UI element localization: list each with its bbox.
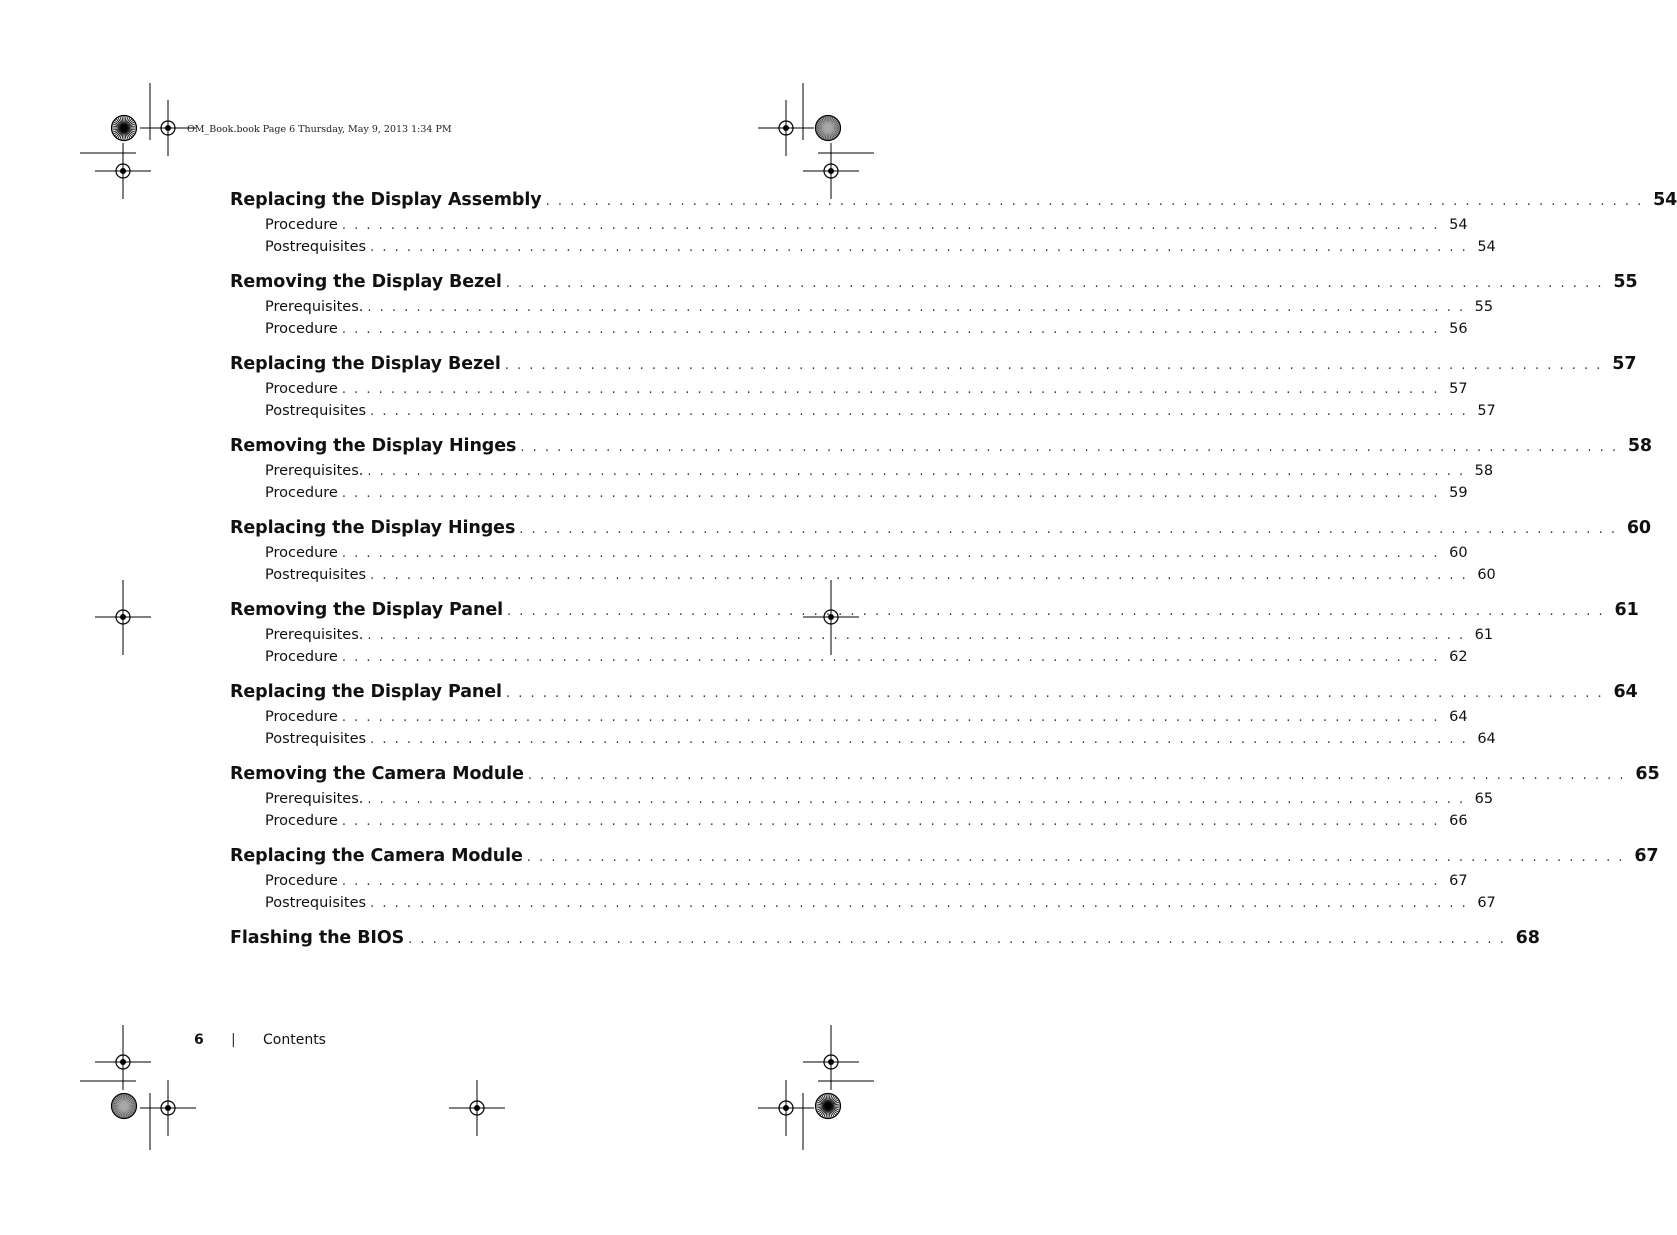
toc-subsection-title: Postrequisites xyxy=(265,239,370,255)
toc-subsection-page-number: 67 xyxy=(1468,895,1496,911)
toc-chapter[interactable] xyxy=(230,190,1677,215)
toc-subsections xyxy=(230,381,1496,425)
dot-leader: . . . . . . . . . . . . . . . . . . . . . . . . . . . . . . . . . . . . . . . . . . . . . . . . . . . . . . . . . . . . . . . . . . . . . . . . . . . . . . . . . . . . . . . . . . xyxy=(367,628,1466,643)
toc-subsection[interactable] xyxy=(265,217,1468,239)
toc-entry xyxy=(230,928,1540,953)
toc-subsections xyxy=(230,709,1496,753)
toc-subsection[interactable] xyxy=(265,403,1496,425)
toc-chapter-page-number: 68 xyxy=(1506,928,1540,948)
toc-chapter-page-number: 55 xyxy=(1603,272,1637,292)
toc-chapter[interactable] xyxy=(230,928,1540,953)
toc-chapter-title: Replacing the Camera Module xyxy=(230,846,527,866)
toc-subsections xyxy=(230,627,1494,671)
dot-leader: . . . . . . . . . . . . . . . . . . . . . . . . . . . . . . . . . . . . . . . . . . . . . . . . . . . . . . . . . . . . . . . . . . . . . . . . . . . . . . . . . . . . . . . . . . xyxy=(370,732,1468,747)
registration-target-center xyxy=(120,168,126,174)
dot-leader: . . . . . . . . . . . . . . . . . . . . . . . . . . . . . . . . . . . . . . . . . . . . . . . . . . . . . . . . . . . . . . . . . . . . . . . . . . . . . . . . . . . . . . . . . . xyxy=(341,874,1440,889)
toc-subsection-page-number: 61 xyxy=(1465,627,1493,643)
toc-subsection-page-number: 60 xyxy=(1468,567,1496,583)
toc-subsection[interactable] xyxy=(265,791,1494,813)
toc-chapter-title: Replacing the Display Panel xyxy=(230,682,506,702)
dot-leader: . . . . . . . . . . . . . . . . . . . . . . . . . . . . . . . . . . . . . . . . . . . . . . . . . . . . . . . . . . . . . . . . . . . . . . . . . . . . . . . . . . . . . . . . . . xyxy=(367,464,1466,479)
toc-subsection-page-number: 67 xyxy=(1440,873,1468,889)
toc-subsection-title: Prerequisites. xyxy=(265,627,367,643)
toc-subsection-page-number: 64 xyxy=(1440,709,1468,725)
toc-subsection-page-number: 57 xyxy=(1440,381,1468,397)
toc-subsection-page-number: 66 xyxy=(1440,813,1468,829)
toc-entry xyxy=(230,600,1639,671)
toc-subsection-title: Prerequisites. xyxy=(265,463,367,479)
registration-target-center xyxy=(120,1059,126,1065)
toc-chapter[interactable] xyxy=(230,354,1637,379)
toc-chapter-page-number: 58 xyxy=(1618,436,1652,456)
toc-subsections xyxy=(230,299,1494,343)
toc-chapter-title: Replacing the Display Bezel xyxy=(230,354,505,374)
dot-leader: . . . . . . . . . . . . . . . . . . . . . . . . . . . . . . . . . . . . . . . . . . . . . . . . . . . . . . . . . . . . . . . . . . . . . . . . . . . . . . . . . . . . . . . . . . xyxy=(545,194,1644,209)
toc-subsections xyxy=(230,873,1496,917)
toc-subsection-title: Procedure xyxy=(265,873,342,889)
dot-leader: . . . . . . . . . . . . . . . . . . . . . . . . . . . . . . . . . . . . . . . . . . . . . . . . . . . . . . . . . . . . . . . . . . . . . . . . . . . . . . . . . . . . . . . . . . xyxy=(341,546,1440,561)
dot-leader: . . . . . . . . . . . . . . . . . . . . . . . . . . . . . . . . . . . . . . . . . . . . . . . . . . . . . . . . . . . . . . . . . . . . . . . . . . . . . . . . . . . . . . . . . . xyxy=(520,440,1619,455)
toc-entry xyxy=(230,354,1637,425)
toc-subsection[interactable] xyxy=(265,813,1468,835)
dot-leader: . . . . . . . . . . . . . . . . . . . . . . . . . . . . . . . . . . . . . . . . . . . . . . . . . . . . . . . . . . . . . . . . . . . . . . . . . . . . . . . . . . . . . . . . . . xyxy=(370,404,1468,419)
toc-chapter-title: Removing the Display Panel xyxy=(230,600,507,620)
toc-subsection-title: Prerequisites. xyxy=(265,791,367,807)
toc-subsection[interactable] xyxy=(265,299,1494,321)
toc-chapter[interactable] xyxy=(230,600,1639,625)
toc-chapter-page-number: 65 xyxy=(1626,764,1660,784)
toc-entry xyxy=(230,764,1660,835)
dot-leader: . . . . . . . . . . . . . . . . . . . . . . . . . . . . . . . . . . . . . . . . . . . . . . . . . . . . . . . . . . . . . . . . . . . . . . . . . . . . . . . . . . . . . . . . . . xyxy=(504,358,1603,373)
dot-leader: . . . . . . . . . . . . . . . . . . . . . . . . . . . . . . . . . . . . . . . . . . . . . . . . . . . . . . . . . . . . . . . . . . . . . . . . . . . . . . . . . . . . . . . . . . xyxy=(341,218,1440,233)
dot-leader: . . . . . . . . . . . . . . . . . . . . . . . . . . . . . . . . . . . . . . . . . . . . . . . . . . . . . . . . . . . . . . . . . . . . . . . . . . . . . . . . . . . . . . . . . . xyxy=(527,768,1626,783)
toc-subsection[interactable] xyxy=(265,321,1468,343)
table-of-contents xyxy=(230,190,1677,964)
registration-target-center xyxy=(783,125,789,131)
toc-chapter[interactable] xyxy=(230,764,1660,789)
dot-leader: . . . . . . . . . . . . . . . . . . . . . . . . . . . . . . . . . . . . . . . . . . . . . . . . . . . . . . . . . . . . . . . . . . . . . . . . . . . . . . . . . . . . . . . . . . xyxy=(526,850,1625,865)
registration-target-center xyxy=(474,1105,480,1111)
toc-chapter-title: Removing the Display Hinges xyxy=(230,436,520,456)
dot-leader: . . . . . . . . . . . . . . . . . . . . . . . . . . . . . . . . . . . . . . . . . . . . . . . . . . . . . . . . . . . . . . . . . . . . . . . . . . . . . . . . . . . . . . . . . . xyxy=(367,792,1466,807)
toc-subsection-title: Procedure xyxy=(265,709,342,725)
toc-chapter-page-number: 61 xyxy=(1605,600,1639,620)
toc-chapter[interactable] xyxy=(230,682,1638,707)
toc-chapter[interactable] xyxy=(230,846,1659,871)
toc-subsection[interactable] xyxy=(265,545,1468,567)
toc-subsection[interactable] xyxy=(265,485,1468,507)
footer-section-title: Contents xyxy=(263,1032,326,1048)
toc-chapter-page-number: 60 xyxy=(1617,518,1651,538)
toc-subsections xyxy=(230,791,1494,835)
toc-subsection[interactable] xyxy=(265,463,1494,485)
dot-leader: . . . . . . . . . . . . . . . . . . . . . . . . . . . . . . . . . . . . . . . . . . . . . . . . . . . . . . . . . . . . . . . . . . . . . . . . . . . . . . . . . . . . . . . . . . xyxy=(505,276,1604,291)
dot-leader: . . . . . . . . . . . . . . . . . . . . . . . . . . . . . . . . . . . . . . . . . . . . . . . . . . . . . . . . . . . . . . . . . . . . . . . . . . . . . . . . . . . . . . . . . . xyxy=(507,604,1605,619)
toc-chapter-page-number: 54 xyxy=(1643,190,1677,210)
toc-subsection-page-number: 54 xyxy=(1440,217,1468,233)
toc-subsection-title: Prerequisites. xyxy=(265,299,367,315)
toc-subsection-title: Procedure xyxy=(265,545,342,561)
toc-subsection[interactable] xyxy=(265,873,1468,895)
dot-leader: . . . . . . . . . . . . . . . . . . . . . . . . . . . . . . . . . . . . . . . . . . . . . . . . . . . . . . . . . . . . . . . . . . . . . . . . . . . . . . . . . . . . . . . . . . xyxy=(341,322,1440,337)
toc-subsection[interactable] xyxy=(265,649,1468,671)
toc-subsection[interactable] xyxy=(265,731,1496,753)
toc-subsection-page-number: 59 xyxy=(1440,485,1468,501)
toc-subsection-title: Postrequisites xyxy=(265,895,370,911)
toc-entry xyxy=(230,272,1638,343)
toc-subsection-title: Postrequisites xyxy=(265,403,370,419)
toc-subsection-title: Postrequisites xyxy=(265,567,370,583)
toc-subsection-title: Procedure xyxy=(265,381,342,397)
toc-subsections xyxy=(230,545,1496,589)
toc-subsections xyxy=(230,217,1496,261)
toc-subsection-page-number: 60 xyxy=(1440,545,1468,561)
toc-chapter-title: Replacing the Display Hinges xyxy=(230,518,519,538)
toc-subsection-page-number: 54 xyxy=(1468,239,1496,255)
toc-chapter-title: Removing the Camera Module xyxy=(230,764,528,784)
registration-target-center xyxy=(165,125,171,131)
dot-leader: . . . . . . . . . . . . . . . . . . . . . . . . . . . . . . . . . . . . . . . . . . . . . . . . . . . . . . . . . . . . . . . . . . . . . . . . . . . . . . . . . . . . . . . . . . xyxy=(408,932,1506,947)
dot-leader: . . . . . . . . . . . . . . . . . . . . . . . . . . . . . . . . . . . . . . . . . . . . . . . . . . . . . . . . . . . . . . . . . . . . . . . . . . . . . . . . . . . . . . . . . . xyxy=(370,896,1468,911)
dot-leader: . . . . . . . . . . . . . . . . . . . . . . . . . . . . . . . . . . . . . . . . . . . . . . . . . . . . . . . . . . . . . . . . . . . . . . . . . . . . . . . . . . . . . . . . . . xyxy=(341,814,1440,829)
toc-subsection-page-number: 57 xyxy=(1468,403,1496,419)
toc-subsection-page-number: 58 xyxy=(1465,463,1493,479)
registration-target-center xyxy=(828,168,834,174)
dot-leader: . . . . . . . . . . . . . . . . . . . . . . . . . . . . . . . . . . . . . . . . . . . . . . . . . . . . . . . . . . . . . . . . . . . . . . . . . . . . . . . . . . . . . . . . . . xyxy=(505,686,1604,701)
toc-subsection-title: Procedure xyxy=(265,321,342,337)
toc-chapter-page-number: 67 xyxy=(1624,846,1658,866)
toc-chapter[interactable] xyxy=(230,272,1638,297)
toc-entry xyxy=(230,682,1638,753)
toc-subsection[interactable] xyxy=(265,627,1494,649)
toc-entry xyxy=(230,846,1659,917)
toc-subsection-title: Postrequisites xyxy=(265,731,370,747)
toc-subsection-page-number: 64 xyxy=(1468,731,1496,747)
toc-subsection-page-number: 65 xyxy=(1465,791,1493,807)
toc-subsection-page-number: 55 xyxy=(1465,299,1493,315)
toc-chapter-title: Removing the Display Bezel xyxy=(230,272,506,292)
toc-subsections xyxy=(230,463,1494,507)
dot-leader: . . . . . . . . . . . . . . . . . . . . . . . . . . . . . . . . . . . . . . . . . . . . . . . . . . . . . . . . . . . . . . . . . . . . . . . . . . . . . . . . . . . . . . . . . . xyxy=(519,522,1617,537)
toc-subsection-title: Procedure xyxy=(265,217,342,233)
toc-chapter[interactable] xyxy=(230,518,1651,543)
toc-chapter-page-number: 57 xyxy=(1602,354,1636,374)
dot-leader: . . . . . . . . . . . . . . . . . . . . . . . . . . . . . . . . . . . . . . . . . . . . . . . . . . . . . . . . . . . . . . . . . . . . . . . . . . . . . . . . . . . . . . . . . . xyxy=(341,382,1440,397)
toc-chapter-title: Replacing the Display Assembly xyxy=(230,190,546,210)
toc-chapter-page-number: 64 xyxy=(1604,682,1638,702)
registration-target-center xyxy=(828,1059,834,1065)
dot-leader: . . . . . . . . . . . . . . . . . . . . . . . . . . . . . . . . . . . . . . . . . . . . . . . . . . . . . . . . . . . . . . . . . . . . . . . . . . . . . . . . . . . . . . . . . . xyxy=(370,568,1468,583)
dot-leader: . . . . . . . . . . . . . . . . . . . . . . . . . . . . . . . . . . . . . . . . . . . . . . . . . . . . . . . . . . . . . . . . . . . . . . . . . . . . . . . . . . . . . . . . . . xyxy=(341,710,1440,725)
toc-subsection[interactable] xyxy=(265,567,1496,589)
toc-subsection[interactable] xyxy=(265,709,1468,731)
dot-leader: . . . . . . . . . . . . . . . . . . . . . . . . . . . . . . . . . . . . . . . . . . . . . . . . . . . . . . . . . . . . . . . . . . . . . . . . . . . . . . . . . . . . . . . . . . xyxy=(370,240,1468,255)
page-number: 6 xyxy=(194,1032,204,1048)
footer-separator: | xyxy=(231,1032,236,1048)
toc-subsection[interactable] xyxy=(265,239,1496,261)
toc-subsection[interactable] xyxy=(265,381,1468,403)
registration-target-center xyxy=(120,614,126,620)
toc-chapter[interactable] xyxy=(230,436,1653,461)
toc-subsection-title: Procedure xyxy=(265,813,342,829)
toc-subsection[interactable] xyxy=(265,895,1496,917)
print-header: OM_Book.book Page 6 Thursday, May 9, 2013 1:34 PM xyxy=(187,124,452,135)
toc-chapter-title: Flashing the BIOS xyxy=(230,928,408,948)
toc-entry xyxy=(230,190,1677,261)
dot-leader: . . . . . . . . . . . . . . . . . . . . . . . . . . . . . . . . . . . . . . . . . . . . . . . . . . . . . . . . . . . . . . . . . . . . . . . . . . . . . . . . . . . . . . . . . . xyxy=(341,486,1440,501)
dot-leader: . . . . . . . . . . . . . . . . . . . . . . . . . . . . . . . . . . . . . . . . . . . . . . . . . . . . . . . . . . . . . . . . . . . . . . . . . . . . . . . . . . . . . . . . . . xyxy=(367,300,1466,315)
toc-subsection-title: Procedure xyxy=(265,649,342,665)
registration-target-center xyxy=(165,1105,171,1111)
toc-entry xyxy=(230,518,1651,589)
toc-subsection-title: Procedure xyxy=(265,485,342,501)
toc-subsection-page-number: 56 xyxy=(1440,321,1468,337)
toc-entry xyxy=(230,436,1653,507)
registration-target-center xyxy=(783,1105,789,1111)
dot-leader: . . . . . . . . . . . . . . . . . . . . . . . . . . . . . . . . . . . . . . . . . . . . . . . . . . . . . . . . . . . . . . . . . . . . . . . . . . . . . . . . . . . . . . . . . . xyxy=(341,650,1440,665)
toc-subsection-page-number: 62 xyxy=(1440,649,1468,665)
